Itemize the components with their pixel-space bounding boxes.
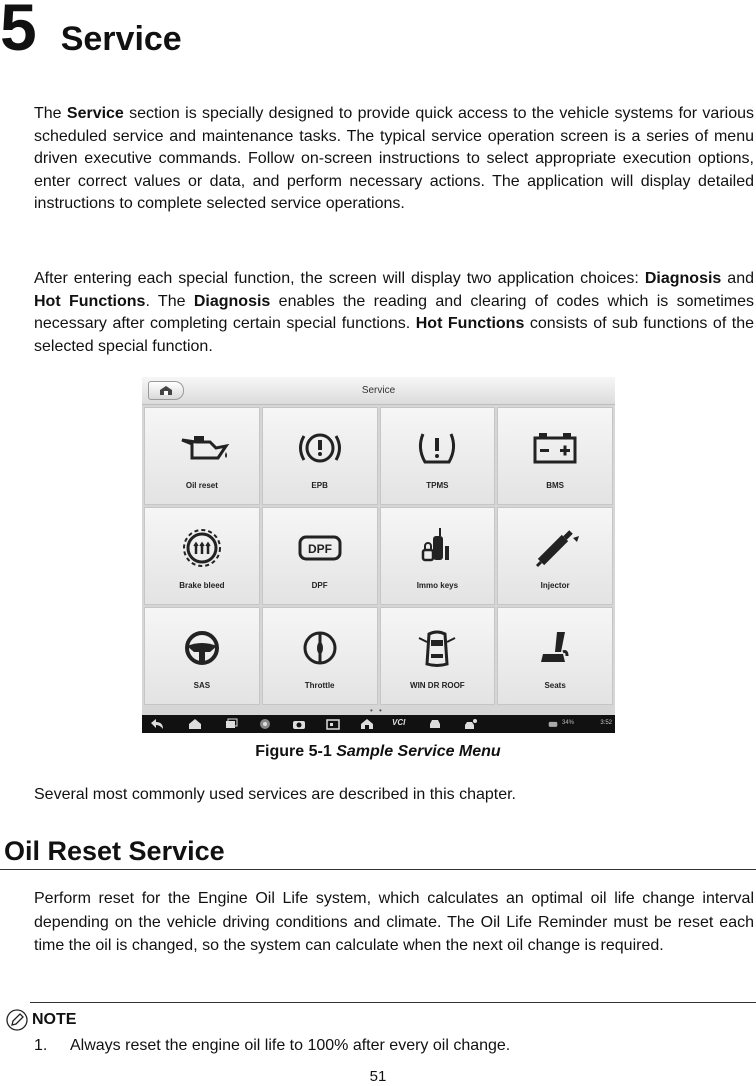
tile-tpms[interactable]	[380, 407, 496, 505]
dpf-icon	[292, 528, 348, 568]
seat-icon	[527, 628, 583, 668]
tile-label: Throttle	[304, 681, 335, 690]
tile-label: Oil reset	[185, 481, 218, 490]
note-divider	[30, 1002, 756, 1003]
svg-text:DPF: DPF	[307, 542, 332, 556]
car-icon[interactable]	[428, 718, 442, 730]
camera-icon[interactable]	[292, 718, 306, 730]
battery-icon	[527, 428, 583, 468]
screen-topbar	[142, 377, 615, 405]
tile-label: WIN DR ROOF	[410, 681, 465, 690]
chapter-number: 5	[0, 0, 37, 64]
tile-sas[interactable]	[144, 607, 260, 705]
tile-label: Immo keys	[416, 581, 459, 590]
home-nav-icon[interactable]	[188, 718, 202, 730]
page-number: 51	[369, 1068, 387, 1085]
browser-icon[interactable]	[258, 718, 272, 730]
tile-win-dr-roof[interactable]	[380, 607, 496, 705]
chapter-title: Service	[60, 20, 182, 58]
figure-caption: Figure 5-1 Sample Service Menu	[255, 743, 501, 760]
notification-icon	[548, 718, 558, 730]
immo-keys-icon	[409, 528, 465, 568]
section-body: Perform reset for the Engine Oil Life system, which calculates an optimal oil life change interval depending on the vehicle driving conditions and climate. The Oil Life Reminder must be reset each time the oil is changed, so the system can calculate when the next oil change is required.	[34, 890, 754, 954]
car-top-icon	[409, 628, 465, 668]
tile-immo-keys[interactable]	[380, 507, 496, 605]
tile-label: EPB	[311, 481, 328, 490]
steering-wheel-icon	[174, 628, 230, 668]
pencil-icon	[6, 1009, 28, 1031]
back-icon[interactable]	[150, 718, 164, 730]
tile-label: BMS	[546, 481, 565, 490]
intro-paragraph: The Service section is specially designed to provide quick access to the vehicle systems for various scheduled service and maintenance tasks. The typical service operation screen is a series of menu driven executive commands. Follow on-screen instructions to select appropriate execution options, enter correct values or data, and perform necessary actions. The application will display detailed instructions to complete selected service operations.	[34, 105, 755, 212]
tile-seats[interactable]	[497, 607, 613, 705]
chapter-summary: Several most commonly used services are described in this chapter.	[34, 786, 516, 803]
tile-label: TPMS	[426, 481, 449, 490]
display-icon[interactable]	[326, 718, 340, 730]
section-divider	[0, 869, 756, 870]
tile-label: Injector	[540, 581, 570, 590]
home-shortcut-icon[interactable]	[360, 718, 374, 730]
service-menu-screenshot	[142, 377, 615, 733]
tile-label: Brake bleed	[179, 581, 225, 590]
parking-brake-icon	[292, 428, 348, 468]
injector-icon	[527, 528, 583, 568]
oil-can-icon	[174, 428, 230, 468]
tile-throttle[interactable]	[262, 607, 378, 705]
note-item-text: Always reset the engine oil life to 100% after every oil change.	[70, 1037, 511, 1054]
throttle-icon	[292, 628, 348, 668]
chapter-heading	[0, 0, 182, 70]
tile-injector[interactable]	[497, 507, 613, 605]
service-term: Service	[66, 105, 124, 122]
tile-brake-bleed[interactable]	[144, 507, 260, 605]
clock: 3:52	[600, 720, 612, 726]
tire-pressure-icon	[409, 428, 465, 468]
tile-label: SAS	[193, 681, 211, 690]
note-item	[34, 1037, 510, 1055]
screen-title: Service	[361, 385, 396, 396]
page-indicator: • •	[370, 706, 384, 715]
tile-dpf[interactable]	[262, 507, 378, 605]
choices-paragraph: After entering each special function, the screen will display two application choices: Diagnosis and Hot Functions. The Diagnosis enables the reading and clearing of codes which is sometimes necessary after completing certain special functions. Hot Functions consists of sub functions of the selected special function.	[34, 270, 755, 355]
tile-label: DPF	[311, 581, 328, 590]
figure-title: Sample Service Menu	[336, 743, 501, 760]
tile-bms[interactable]	[497, 407, 613, 505]
vci-label[interactable]: VCI	[392, 718, 406, 727]
recent-apps-icon[interactable]	[224, 718, 238, 730]
section-title: Oil Reset Service	[4, 836, 225, 866]
android-navbar	[142, 715, 615, 733]
battery-level: 34%	[562, 720, 575, 726]
tile-epb[interactable]	[262, 407, 378, 505]
tile-label: Seats	[544, 681, 566, 690]
note-header	[6, 1009, 76, 1031]
tile-oil-reset[interactable]	[144, 407, 260, 505]
note-label: NOTE	[32, 1011, 77, 1028]
service-grid	[144, 407, 613, 705]
car-service-icon[interactable]	[464, 718, 478, 730]
note-item-number: 1.	[34, 1037, 48, 1054]
brake-bleed-icon	[174, 528, 230, 568]
